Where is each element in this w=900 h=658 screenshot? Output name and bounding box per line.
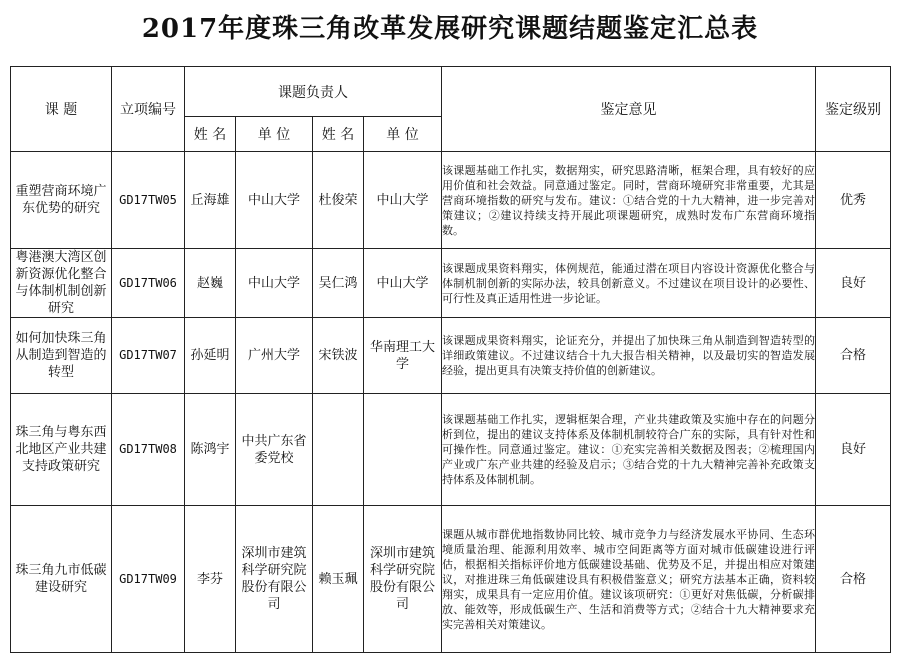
row-code: GD17TW06 xyxy=(112,249,185,318)
row-name-1: 孙延明 xyxy=(185,318,236,394)
header-name-2: 姓 名 xyxy=(313,117,364,152)
page-title: 2017年度珠三角改革发展研究课题结题鉴定汇总表 xyxy=(141,14,759,44)
table-row xyxy=(11,506,891,653)
table-row xyxy=(11,394,891,506)
row-name-2 xyxy=(313,394,364,506)
row-level: 合格 xyxy=(816,506,891,653)
row-unit-2: 华南理工大学 xyxy=(364,318,442,394)
table-row xyxy=(11,152,891,249)
row-name-1: 赵巍 xyxy=(185,249,236,318)
row-topic: 珠三角九市低碳建设研究 xyxy=(11,506,112,653)
row-name-2: 杜俊荣 xyxy=(313,152,364,249)
row-name-2: 宋铁波 xyxy=(313,318,364,394)
row-name-1: 陈鸿宇 xyxy=(185,394,236,506)
header-unit-2: 单 位 xyxy=(364,117,442,152)
row-topic: 重塑营商环境广东优势的研究 xyxy=(11,152,112,249)
header-name-1: 姓 名 xyxy=(185,117,236,152)
header-topic: 课 题 xyxy=(11,67,112,152)
row-unit-1: 中山大学 xyxy=(236,152,313,249)
header-code: 立项编号 xyxy=(112,67,185,152)
row-unit-1: 中山大学 xyxy=(236,249,313,318)
row-name-1: 李芬 xyxy=(185,506,236,653)
row-code: GD17TW07 xyxy=(112,318,185,394)
row-name-1: 丘海雄 xyxy=(185,152,236,249)
row-unit-1: 中共广东省委党校 xyxy=(236,394,313,506)
row-topic: 珠三角与粤东西北地区产业共建支持政策研究 xyxy=(11,394,112,506)
row-level: 优秀 xyxy=(816,152,891,249)
row-level: 良好 xyxy=(816,249,891,318)
row-opinion: 课题从城市群优地指数协同比较、城市竞争力与经济发展水平协同、生态环境质量治理、能源利用效率、城市空间距离等方面对城市低碳建设进行评估，根据相关指标评价地方低碳建设基础、优势及不足，并提出相应对策建议，对推进珠三角低碳建设具有积极借鉴意义；研究方法基本正确，资料较翔实，成果具有一定应用价值。建议该项研究：①更好对焦低碳，分析碳排放、能效等，形成低碳生产、生活和消费等方式；②结合十九大精神要求充实完善相关对策建议。 xyxy=(442,506,816,653)
row-unit-2: 中山大学 xyxy=(364,249,442,318)
row-unit-2: 深圳市建筑科学研究院股份有限公司 xyxy=(364,506,442,653)
summary-table xyxy=(10,66,891,653)
row-code: GD17TW08 xyxy=(112,394,185,506)
header-leaders: 课题负责人 xyxy=(185,67,442,117)
row-code: GD17TW05 xyxy=(112,152,185,249)
row-unit-1: 广州大学 xyxy=(236,318,313,394)
header-level: 鉴定级别 xyxy=(816,67,891,152)
row-opinion: 该课题基础工作扎实，数据翔实，研究思路清晰，框架合理，具有较好的应用价值和社会效益。同意通过鉴定。同时，营商环境研究非常重要，尤其是营商环境指数的研究与发布。建议：①结合党的十九大精神，进一步完善对策建议；②建议持续支持开展此项课题研究，成熟时发布广东营商环境指数。 xyxy=(442,152,816,249)
row-unit-1: 深圳市建筑科学研究院股份有限公司 xyxy=(236,506,313,653)
row-unit-2 xyxy=(364,394,442,506)
header-unit-1: 单 位 xyxy=(236,117,313,152)
row-name-2: 吴仁鸿 xyxy=(313,249,364,318)
table-row xyxy=(11,318,891,394)
table-row xyxy=(11,249,891,318)
header-row xyxy=(11,67,891,117)
row-code: GD17TW09 xyxy=(112,506,185,653)
header-opinion: 鉴定意见 xyxy=(442,67,816,152)
row-level: 良好 xyxy=(816,394,891,506)
row-opinion: 该课题基础工作扎实，逻辑框架合理，产业共建政策及实施中存在的问题分析到位，提出的建议支持体系及体制机制较符合广东的实际，具有针对性和可操作性。同意通过鉴定。建议：①充实完善相关数据及图表；②梳理国内产业或广东产业共建的经验及启示；③结合党的十九大精神完善补充政策支持体系及体制机制。 xyxy=(442,394,816,506)
row-opinion: 该课题成果资料翔实，体例规范，能通过潜在项目内容设计资源优化整合与体制机制创新的实际办法，较具创新意义。不过建议在项目设计的必要性、可行性及真正适用性进一步论证。 xyxy=(442,249,816,318)
row-level: 合格 xyxy=(816,318,891,394)
row-topic: 粤港澳大湾区创新资源优化整合与体制机制创新研究 xyxy=(11,249,112,318)
row-unit-2: 中山大学 xyxy=(364,152,442,249)
row-topic: 如何加快珠三角从制造到智造的转型 xyxy=(11,318,112,394)
row-name-2: 赖玉珮 xyxy=(313,506,364,653)
row-opinion: 该课题成果资料翔实，论证充分，并提出了加快珠三角从制造到智造转型的详细政策建议。不过建议结合十九大报告相关精神，以及最切实的智造发展经验，提出更具有决策支持价值的创新建议。 xyxy=(442,318,816,394)
